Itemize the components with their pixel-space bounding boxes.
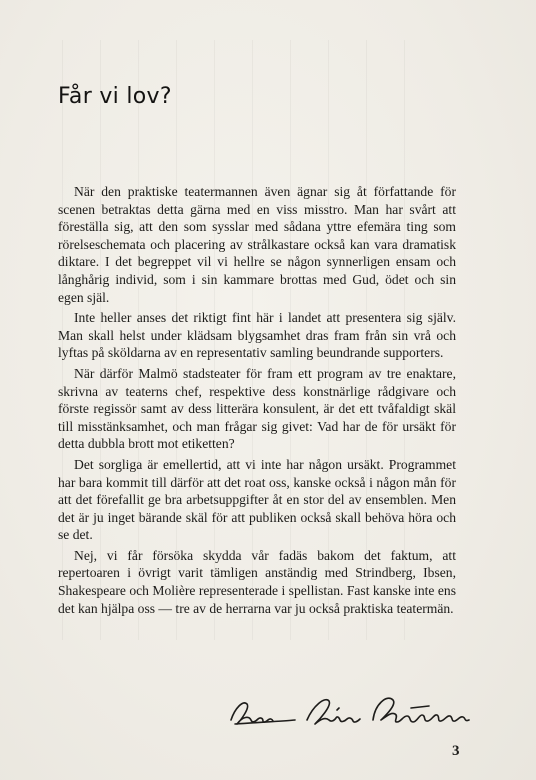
paragraph-1: När den praktiske teatermannen även ägnar sig åt författande för scenen betraktas detta gärna med en viss misstro. Man har svårt att föreställa sig, att den som sysslar med sådana yttre efemära ting som rörelseschemata och placering av strålkastare också kan vara dramatisk diktare. I det begreppet vil vi hellre se någon synnerligen ensam och långhårig individ, som i sin kammare brottas med Gud, ödet och sin egen själ. (58, 184, 456, 305)
handwritten-signature (225, 686, 475, 736)
paragraph-3: När därför Malmö stadsteater för fram ett program av tre enaktare, skrivna av teaterns chef, respektive dess konstnärlige rådgivare och förste regissör samt av dess litterära konsulent, är det ett tvåfaldigt skäl till misstänksamhet, och man frågar sig givet: Vad har de för ursäkt för detta dubbla brott mot etiketten? (58, 365, 456, 452)
paragraph-5: Nej, vi får försöka skydda vår fadäs bakom det faktum, att repertoaren i övrigt varit tämligen anständig med Strindberg, Ibsen, Shakespeare och Molière representerade i spellistan. Fast kanske inte ens det kan hjälpa oss — tre av de herrarna var ju också praktiska teatermän. (58, 547, 456, 616)
page-title: Får vi lov? (58, 84, 172, 109)
paragraph-4: Det sorgliga är emellertid, att vi inte har någon ursäkt. Programmet har bara kommit till därför att det roat oss, kanske också i någon mån för att det förefallit ge bra arbetsuppgifter åt en stor del av ensemblen. Men det är ju inget bärande skäl för att publiken också skall behöva höra och se det. (58, 456, 456, 543)
article-body (58, 183, 456, 620)
paragraph-2: Inte heller anses det riktigt fint här i landet att presentera sig själv. Man skall helst under klädsam blygsamhet dras fram från sin vrå och lyftas på sköldarna av en representativ samling beundrande supporters. (58, 310, 456, 361)
page-number: 3 (452, 743, 460, 759)
